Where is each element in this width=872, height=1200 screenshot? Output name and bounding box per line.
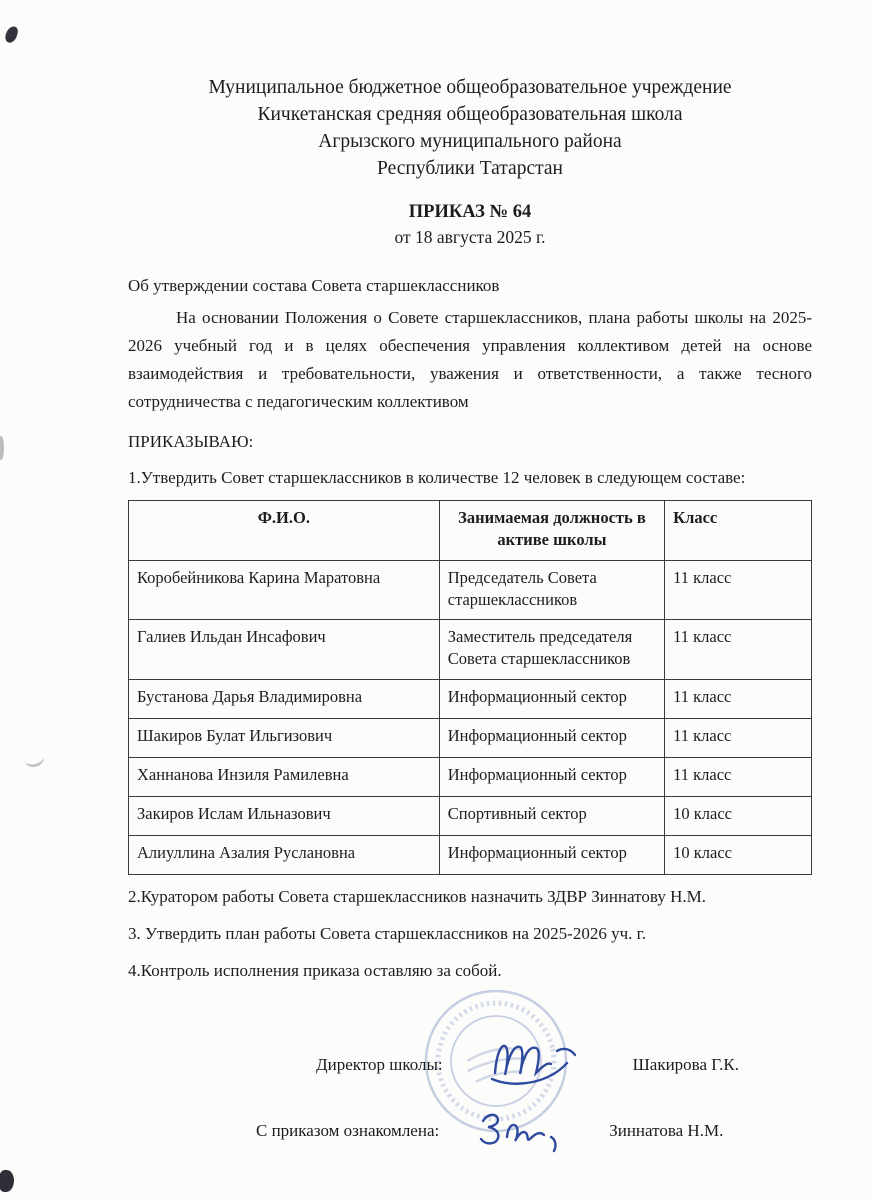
cell-class: 10 класс <box>665 835 812 874</box>
order-subject: Об утверждении состава Совета старшеклассников <box>128 276 500 295</box>
director-label: Директор школы: <box>316 1054 443 1074</box>
org-name-line-4: Республики Татарстан <box>377 158 563 179</box>
table-row <box>129 835 812 874</box>
scan-artifact <box>0 436 4 460</box>
signature-block <box>128 1037 812 1200</box>
cell-fio: Коробейникова Карина Маратовна <box>129 560 440 620</box>
org-name-line-1: Муниципальное бюджетное общеобразовательное учреждение <box>208 77 732 98</box>
cell-fio: Алиуллина Азалия Руслановна <box>129 835 440 874</box>
director-signature-row <box>128 1037 812 1093</box>
table-row <box>129 796 812 835</box>
org-name-line-3: Агрызского муниципального района <box>318 131 622 152</box>
director-name: Шакирова Г.К. <box>632 1054 740 1074</box>
cell-role: Спортивный сектор <box>439 796 664 835</box>
cell-fio: Бустанова Дарья Владимировна <box>129 679 440 718</box>
acknowledged-name: Зиннатова Н.М. <box>609 1120 724 1140</box>
cell-role: Председатель Совета старшеклассников <box>439 560 664 620</box>
organization-header <box>128 74 812 182</box>
scan-artifact <box>4 25 20 45</box>
cell-role: Информационный сектор <box>439 679 664 718</box>
cell-role: Информационный сектор <box>439 757 664 796</box>
cell-class: 11 класс <box>665 560 812 620</box>
scan-artifact <box>22 748 46 769</box>
table-row <box>129 620 812 680</box>
order-title: ПРИКАЗ № 64 <box>408 202 532 222</box>
table-row <box>129 560 812 620</box>
director-signature-ink <box>487 1037 607 1093</box>
order-keyword: ПРИКАЗЫВАЮ: <box>128 432 254 451</box>
council-members-table <box>128 500 812 875</box>
column-header-class: Класс <box>665 501 812 561</box>
cell-fio: Шакиров Булат Ильгизович <box>129 718 440 757</box>
cell-class: 11 класс <box>665 718 812 757</box>
order-preamble: На основании Положения о Совете старшеклассников, плана работы школы на 2025- 2026 учебный год и в целях обеспечения управления коллективом детей на основе взаимодействия и требовательности, уважения и ответственности, а также тесного сотрудничества с педагогическим коллективом <box>128 308 812 411</box>
cell-fio: Ханнанова Инзиля Рамилевна <box>129 757 440 796</box>
cell-fio: Закиров Ислам Ильназович <box>129 796 440 835</box>
order-date: от 18 августа 2025 г. <box>394 227 546 247</box>
order-item-3: 3. Утвердить план работы Совета старшеклассников на 2025-2026 уч. г. <box>128 923 646 943</box>
table-row <box>129 718 812 757</box>
order-item-1: 1.Утвердить Совет старшеклассников в количестве 12 человек в следующем составе: <box>128 468 746 487</box>
acknowledged-signature-ink <box>473 1107 583 1155</box>
document-content <box>128 74 812 1200</box>
cell-class: 10 класс <box>665 796 812 835</box>
order-item-4: 4.Контроль исполнения приказа оставляю за собой. <box>128 960 502 980</box>
cell-role: Информационный сектор <box>439 835 664 874</box>
acknowledgement-signature-row <box>128 1107 812 1155</box>
cell-role: Информационный сектор <box>439 718 664 757</box>
scan-artifact <box>0 1170 14 1192</box>
table-row <box>129 757 812 796</box>
cell-class: 11 класс <box>665 679 812 718</box>
cell-class: 11 класс <box>665 620 812 680</box>
cell-class: 11 класс <box>665 757 812 796</box>
table-header-row <box>129 501 812 561</box>
column-header-role: Занимаемая должность в активе школы <box>439 501 664 561</box>
cell-role: Заместитель председателя Совета старшеклассников <box>439 620 664 680</box>
table-row <box>129 679 812 718</box>
acknowledged-label: С приказом ознакомлена: <box>256 1120 440 1140</box>
column-header-fio: Ф.И.О. <box>129 501 440 561</box>
org-name-line-2: Кичкетанская средняя общеобразовательная школа <box>257 104 683 125</box>
order-item-2: 2.Куратором работы Совета старшеклассников назначить ЗДВР Зиннатову Н.М. <box>128 886 706 906</box>
cell-fio: Галиев Ильдан Инсафович <box>129 620 440 680</box>
